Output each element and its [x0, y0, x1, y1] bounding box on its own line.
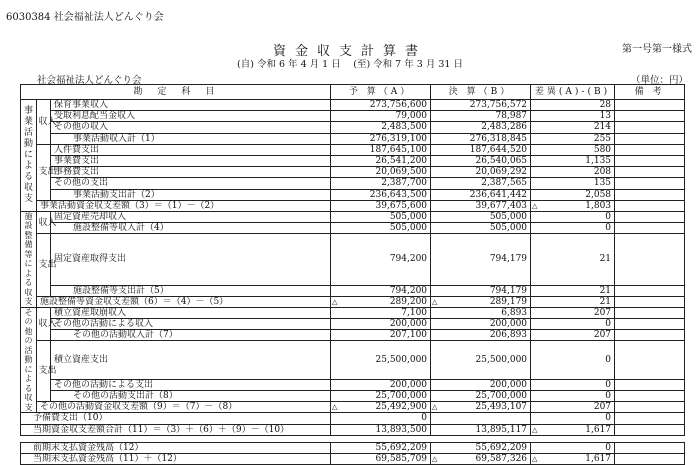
- header-remarks: 備 考: [615, 85, 685, 100]
- table-spacer: [21, 435, 685, 442]
- actual-cell: 39,677,403: [431, 200, 531, 211]
- diff-cell: 0: [531, 379, 615, 390]
- table-row: [21, 402, 685, 413]
- table-row: [21, 100, 685, 111]
- table-row: [21, 133, 685, 144]
- actual-cell: 273,756,572: [431, 100, 531, 111]
- remarks-cell: [615, 285, 685, 296]
- row-label: その他の活動収入計（7）: [51, 330, 331, 341]
- diff-cell: 208: [531, 167, 615, 178]
- remarks-cell: [615, 223, 685, 234]
- row-label: 施設整備等支出計（5）: [51, 285, 331, 296]
- cash-flow-table: [20, 84, 685, 465]
- remarks-cell: [615, 133, 685, 144]
- actual-cell: 26,540,065: [431, 155, 531, 166]
- remarks-cell: [615, 330, 685, 341]
- diff-cell: 0: [531, 413, 615, 424]
- diff-cell: 255: [531, 133, 615, 144]
- actual-cell: 25,700,000: [431, 391, 531, 402]
- remarks-cell: [615, 413, 685, 424]
- diff-cell: 0: [531, 223, 615, 234]
- budget-cell: 69,585,709: [331, 453, 431, 464]
- table-row: [21, 330, 685, 341]
- header-subject: 勘 定 科 目: [21, 85, 331, 100]
- table-row: [21, 211, 685, 222]
- subsection-expense: 支出: [37, 144, 51, 200]
- budget-cell: 55,692,209: [331, 442, 431, 453]
- budget-cell: 200,000: [331, 379, 431, 390]
- remarks-cell: [615, 307, 685, 318]
- diff-cell: 580: [531, 144, 615, 155]
- table-header-row: [21, 85, 685, 100]
- diff-cell: 28: [531, 100, 615, 111]
- unit-label: （単位：円）: [630, 75, 688, 86]
- row-label: 人件費支出: [51, 144, 331, 155]
- remarks-cell: [615, 178, 685, 189]
- table-row: [21, 341, 685, 379]
- row-label: 事務費支出: [51, 167, 331, 178]
- budget-cell: 273,756,600: [331, 100, 431, 111]
- row-label: その他の収入: [51, 122, 331, 133]
- budget-cell: 0: [331, 413, 431, 424]
- remarks-cell: [615, 296, 685, 307]
- table-row: [21, 144, 685, 155]
- remarks-cell: [615, 144, 685, 155]
- budget-cell: △ 25,492,900: [331, 402, 431, 413]
- actual-cell: 505,000: [431, 211, 531, 222]
- budget-cell: 187,645,100: [331, 144, 431, 155]
- row-label: 固定資産売却収入: [51, 211, 331, 222]
- row-label: 事業費支出: [51, 155, 331, 166]
- budget-cell: 794,200: [331, 285, 431, 296]
- diff-cell: 214: [531, 122, 615, 133]
- document-title: 資金収支計算書: [272, 44, 427, 59]
- actual-cell: 206,893: [431, 330, 531, 341]
- header-diff: 差異(A)-(B): [531, 85, 615, 100]
- budget-cell: 13,893,500: [331, 424, 431, 435]
- budget-cell: 2,483,500: [331, 122, 431, 133]
- table-row: [21, 391, 685, 402]
- remarks-cell: [615, 111, 685, 122]
- budget-cell: 25,500,000: [331, 341, 431, 379]
- table-row: [21, 424, 685, 435]
- remarks-cell: [615, 100, 685, 111]
- form-number: 第一号第一様式: [622, 44, 692, 55]
- remarks-cell: [615, 167, 685, 178]
- diff-cell: 207: [531, 330, 615, 341]
- remarks-cell: [615, 200, 685, 211]
- remarks-cell: [615, 341, 685, 379]
- actual-cell: △ 289,179: [431, 296, 531, 307]
- diff-cell: 1,135: [531, 155, 615, 166]
- diff-cell: 21: [531, 296, 615, 307]
- diff-cell: 2,058: [531, 189, 615, 200]
- diff-cell: 207: [531, 307, 615, 318]
- table-row: [21, 111, 685, 122]
- budget-cell: 7,100: [331, 307, 431, 318]
- table-row: [21, 319, 685, 330]
- budget-cell: 200,000: [331, 319, 431, 330]
- row-label: 積立資産取崩収入: [51, 307, 331, 318]
- row-label: 当期資金収支差額合計（11）＝（3）＋（6）＋（9）－（10）: [21, 424, 331, 435]
- budget-cell: △ 289,200: [331, 296, 431, 307]
- budget-cell: 20,069,500: [331, 167, 431, 178]
- subsection-income: 収入: [37, 307, 51, 341]
- diff-cell: 0: [531, 319, 615, 330]
- table-row: [21, 379, 685, 390]
- section-operating: 事業活動による収支: [21, 100, 37, 212]
- actual-cell: [431, 413, 531, 424]
- row-label: 受取利息配当金収入: [51, 111, 331, 122]
- diff-cell: △ 1,617: [531, 453, 615, 464]
- diff-cell: 0: [531, 442, 615, 453]
- table-row: [21, 178, 685, 189]
- row-label: その他の支出: [51, 178, 331, 189]
- row-label: 保育事業収入: [51, 100, 331, 111]
- row-label: その他の活動資金収支差額（9）＝（7）－（8）: [37, 402, 331, 413]
- actual-cell: 55,692,209: [431, 442, 531, 453]
- actual-cell: 6,893: [431, 307, 531, 318]
- table-row: [21, 413, 685, 424]
- row-label: 事業活動資金収支差額（3）＝（1）－（2）: [37, 200, 331, 211]
- actual-cell: 13,895,117: [431, 424, 531, 435]
- budget-cell: 2,387,700: [331, 178, 431, 189]
- budget-cell: 794,200: [331, 234, 431, 285]
- diff-cell: △ 1,617: [531, 424, 615, 435]
- organization-code: 6030384 社会福祉法人どんぐり会: [6, 12, 164, 23]
- remarks-cell: [615, 453, 685, 464]
- remarks-cell: [615, 319, 685, 330]
- row-label: 施設整備等収入計（4）: [51, 223, 331, 234]
- actual-cell: 505,000: [431, 223, 531, 234]
- table-row: [21, 307, 685, 318]
- header-actual: 決 算（B）: [431, 85, 531, 100]
- remarks-cell: [615, 391, 685, 402]
- diff-cell: 0: [531, 391, 615, 402]
- remarks-cell: [615, 155, 685, 166]
- budget-cell: 26,541,200: [331, 155, 431, 166]
- actual-cell: △ 25,493,107: [431, 402, 531, 413]
- budget-cell: 207,100: [331, 330, 431, 341]
- header-budget: 予 算（A）: [331, 85, 431, 100]
- actual-cell: 2,483,286: [431, 122, 531, 133]
- budget-cell: 39,675,600: [331, 200, 431, 211]
- budget-cell: 25,700,000: [331, 391, 431, 402]
- budget-cell: 276,319,100: [331, 133, 431, 144]
- table-row: [21, 442, 685, 453]
- diff-cell: 207: [531, 402, 615, 413]
- subsection-income: 収入: [37, 100, 51, 145]
- row-label: その他の活動支出計（8）: [51, 391, 331, 402]
- row-label: 予備費支出（10）: [21, 413, 331, 424]
- actual-cell: 187,644,520: [431, 144, 531, 155]
- actual-cell: 200,000: [431, 319, 531, 330]
- table-row: [21, 122, 685, 133]
- table-row: [21, 155, 685, 166]
- row-label: その他の活動による収入: [51, 319, 331, 330]
- table-row: [21, 296, 685, 307]
- subsection-income: 収入: [37, 211, 51, 233]
- section-other: その他の活動による収支: [21, 307, 37, 413]
- actual-cell: 794,179: [431, 285, 531, 296]
- budget-cell: 236,643,500: [331, 189, 431, 200]
- actual-cell: 200,000: [431, 379, 531, 390]
- remarks-cell: [615, 402, 685, 413]
- section-facility: 施設整備等による収支: [21, 211, 37, 307]
- remarks-cell: [615, 442, 685, 453]
- table-row: [21, 167, 685, 178]
- diff-cell: 13: [531, 111, 615, 122]
- budget-cell: 505,000: [331, 211, 431, 222]
- table-row: [21, 200, 685, 211]
- actual-cell: 78,987: [431, 111, 531, 122]
- diff-cell: 0: [531, 211, 615, 222]
- subsection-expense: 支出: [37, 341, 51, 402]
- diff-cell: △ 1,803: [531, 200, 615, 211]
- table-row: [21, 453, 685, 464]
- table-row: [21, 223, 685, 234]
- diff-cell: 21: [531, 234, 615, 285]
- diff-cell: 21: [531, 285, 615, 296]
- remarks-cell: [615, 379, 685, 390]
- actual-cell: 2,387,565: [431, 178, 531, 189]
- actual-cell: 20,069,292: [431, 167, 531, 178]
- table-row: [21, 189, 685, 200]
- budget-cell: 79,000: [331, 111, 431, 122]
- row-label: 積立資産支出: [51, 341, 331, 379]
- diff-cell: 135: [531, 178, 615, 189]
- actual-cell: 236,641,442: [431, 189, 531, 200]
- row-label: 事業活動収入計（1）: [51, 133, 331, 144]
- remarks-cell: [615, 211, 685, 222]
- row-label: 事業活動支出計（2）: [51, 189, 331, 200]
- actual-cell: △ 69,587,326: [431, 453, 531, 464]
- table-row: [21, 285, 685, 296]
- actual-cell: 794,179: [431, 234, 531, 285]
- budget-cell: 505,000: [331, 223, 431, 234]
- row-label: 当期末支払資金残高（11）＋（12）: [21, 453, 331, 464]
- row-label: 施設整備等資金収支差額（6）＝（4）－（5）: [37, 296, 331, 307]
- table-row: [21, 234, 685, 285]
- row-label: 固定資産取得支出: [51, 234, 331, 285]
- remarks-cell: [615, 189, 685, 200]
- row-label: 前期末支払資金残高（12）: [21, 442, 331, 453]
- remarks-cell: [615, 122, 685, 133]
- corporation-name: 社会福祉法人どんぐり会: [37, 75, 142, 86]
- subsection-expense: 支出: [37, 234, 51, 296]
- remarks-cell: [615, 424, 685, 435]
- fiscal-period: (自) 令和 6 年 4 月 1 日 (至) 令和 7 年 3 月 31 日: [237, 59, 463, 70]
- actual-cell: 25,500,000: [431, 341, 531, 379]
- diff-cell: 0: [531, 341, 615, 379]
- row-label: その他の活動による支出: [51, 379, 331, 390]
- remarks-cell: [615, 234, 685, 285]
- actual-cell: 276,318,845: [431, 133, 531, 144]
